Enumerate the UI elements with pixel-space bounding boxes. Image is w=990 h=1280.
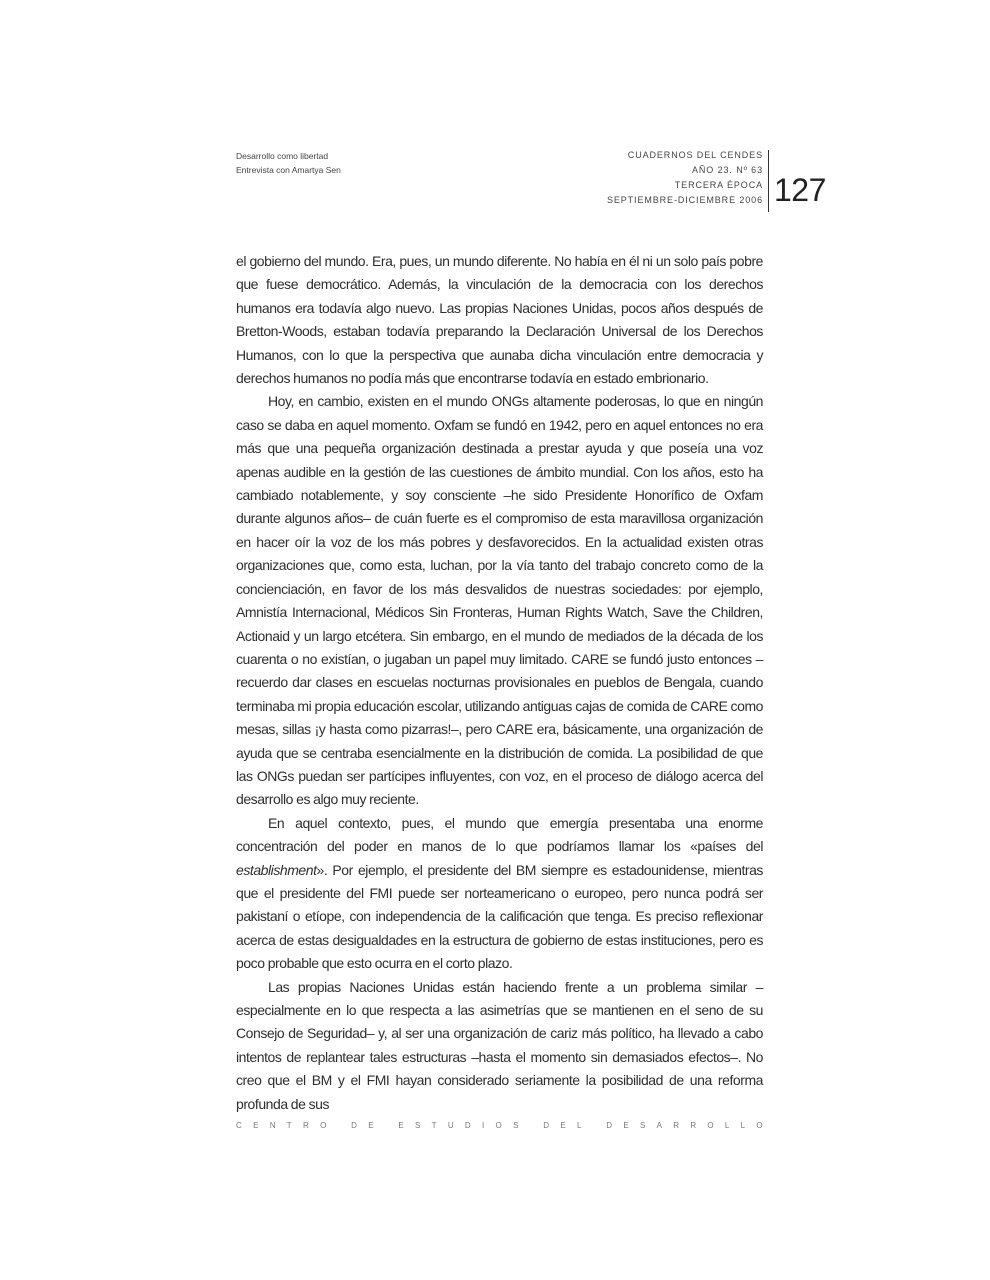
footer-letter: A [656,1121,662,1130]
article-subtitle: Entrevista con Amartya Sen [236,165,341,175]
footer-letter: E [368,1121,374,1130]
footer-letter [385,1121,387,1130]
journal-epoch: TERCERA ÉPOCA [674,180,763,190]
footer-letter: E [253,1121,259,1130]
footer-letter [593,1121,595,1130]
footer-letter: O [320,1121,327,1130]
footer-letter: O [495,1121,502,1130]
footer-letter: S [513,1121,519,1130]
footer-letter: N [269,1121,276,1130]
footer-institution [236,1121,763,1130]
footer-letter: C [236,1121,242,1130]
footer-letter: L [576,1121,582,1130]
journal-period: SEPTIEMBRE-DICIEMBRE 2006 [606,195,763,205]
footer-letter: T [286,1121,292,1130]
footer-letter [530,1121,532,1130]
footer-letter: S [639,1121,646,1130]
paragraph-1: el gobierno del mundo. Era, pues, un mundo diferente. No había en él ni un solo país pobre que fuese democrático. Además, la vinculación de la democracia con los derechos humanos era todavía algo nuevo. Las propias Naciones Unidas, pocos años después de Bretton-Woods, estaban todavía preparando la Declaración Universal de los Derechos Humanos, con lo que la perspectiva que aunaba dicha vinculación entre democracia y derechos humanos no podía más que encontrarse todavía en estado embrionario. [236,253,763,387]
footer-letter: L [740,1121,746,1130]
footer-letter: E [560,1121,566,1130]
footer-letter: R [673,1121,680,1130]
footer-letter: R [690,1121,697,1130]
paragraph-3-part-1: En aquel contexto, pues, el mundo que emergía presentaba una enorme concentración del poder en manos de lo que podríamos llamar los «países del [236,814,763,855]
footer-letter: E [623,1121,629,1130]
footer-letter: O [756,1121,763,1130]
footer-letter [338,1121,340,1130]
header-divider [768,150,769,212]
footer-letter: L [724,1121,730,1130]
footer-letter: T [431,1121,437,1130]
footer-letter: S [415,1121,421,1130]
running-header-right [503,148,763,208]
footer-letter: I [482,1121,485,1130]
paragraph-3 [236,812,763,976]
paragraph-4: Las propias Naciones Unidas están haciendo frente a un problema similar –especialmente en lo que respecta a las asimetrías que se mantienen en el seno de su Consejo de Seguridad– y, al ser una organización de cariz más político, ha llevado a cabo intentos de replantear tales estructuras –hasta el momento sin demasiados efectos–. No creo que el BM y el FMI hayan considerado seriamente la posibilidad de una reforma profunda de sus [236,978,763,1112]
footer-letter: D [543,1121,550,1130]
footer-letter: D [464,1121,471,1130]
paragraph-2: Hoy, en cambio, existen en el mundo ONGs altamente poderosas, lo que en ningún caso se daba en aquel momento. Oxfam se fundó en 1942, pero en aquel entonces no era más que una pequeña organización destinada a prestar ayuda y que poseía una voz apenas audible en la gestión de las cuestiones de ámbito mundial. Con los años, esto ha cambiado notablemente, y soy consciente –he sido Presidente Honorífico de Oxfam durante algunos años– de cuán fuerte es el compromiso de esta maravillosa organización en hacer oír la voz de los más pobres y desfavorecidos. En la actualidad existen otras organizaciones que, como esta, luchan, por la vía tanto del trabajo concreto como de la concienciación, en favor de los más desvalidos de nuestras sociedades: por ejemplo, Amnistía Internacional, Médicos Sin Fronteras, Human Rights Watch, Save the Children, Actionaid y un largo etcétera. Sin embargo, en el mundo de mediados de la década de los cuarenta o no existían, o jugaban un papel muy limitado. CARE se fundó justo entonces –recuerdo dar clases en escuelas nocturnas provisionales en pueblos de Bengala, cuando terminaba mi propia educación escolar, utilizando antiguas cajas de comida de CARE como mesas, sillas ¡y hasta como pizarras!–, pero CARE era, básicamente, una organización de ayuda que se centraba esencialmente en la distribución de comida. La posibilidad de que las ONGs puedan ser partícipes influyentes, con voz, en el proceso de diálogo acerca del desarrollo es algo muy reciente. [236,393,763,808]
page-number: 127 [774,172,826,208]
article-body [236,250,763,1116]
footer-letter: O [707,1121,714,1130]
running-header-left [236,149,341,177]
journal-name: CUADERNOS DEL CENDES [627,150,763,160]
footer-letter: U [447,1121,454,1130]
article-title: Desarrollo como libertad [236,151,329,161]
paragraph-3-part-2: ». Por ejemplo, el presidente del BM siempre es estadounidense, mientras que el presidente del FMI puede ser norteamericano o europeo, pero nunca podrá ser pakistaní o etíope, con independencia de la calificación que tenga. Es preciso reflexionar acerca de estas desigualdades en la estructura de gobierno de estas instituciones, pero es poco probable que esto ocurra en el corto plazo. [236,861,763,972]
footer-letter: D [606,1121,613,1130]
paragraph-3-italic: establishment [236,861,317,878]
journal-issue: AÑO 23. Nº 63 [691,165,763,175]
footer-letter: D [351,1121,357,1130]
footer-letter: E [398,1121,404,1130]
footer-letter: R [302,1121,309,1130]
